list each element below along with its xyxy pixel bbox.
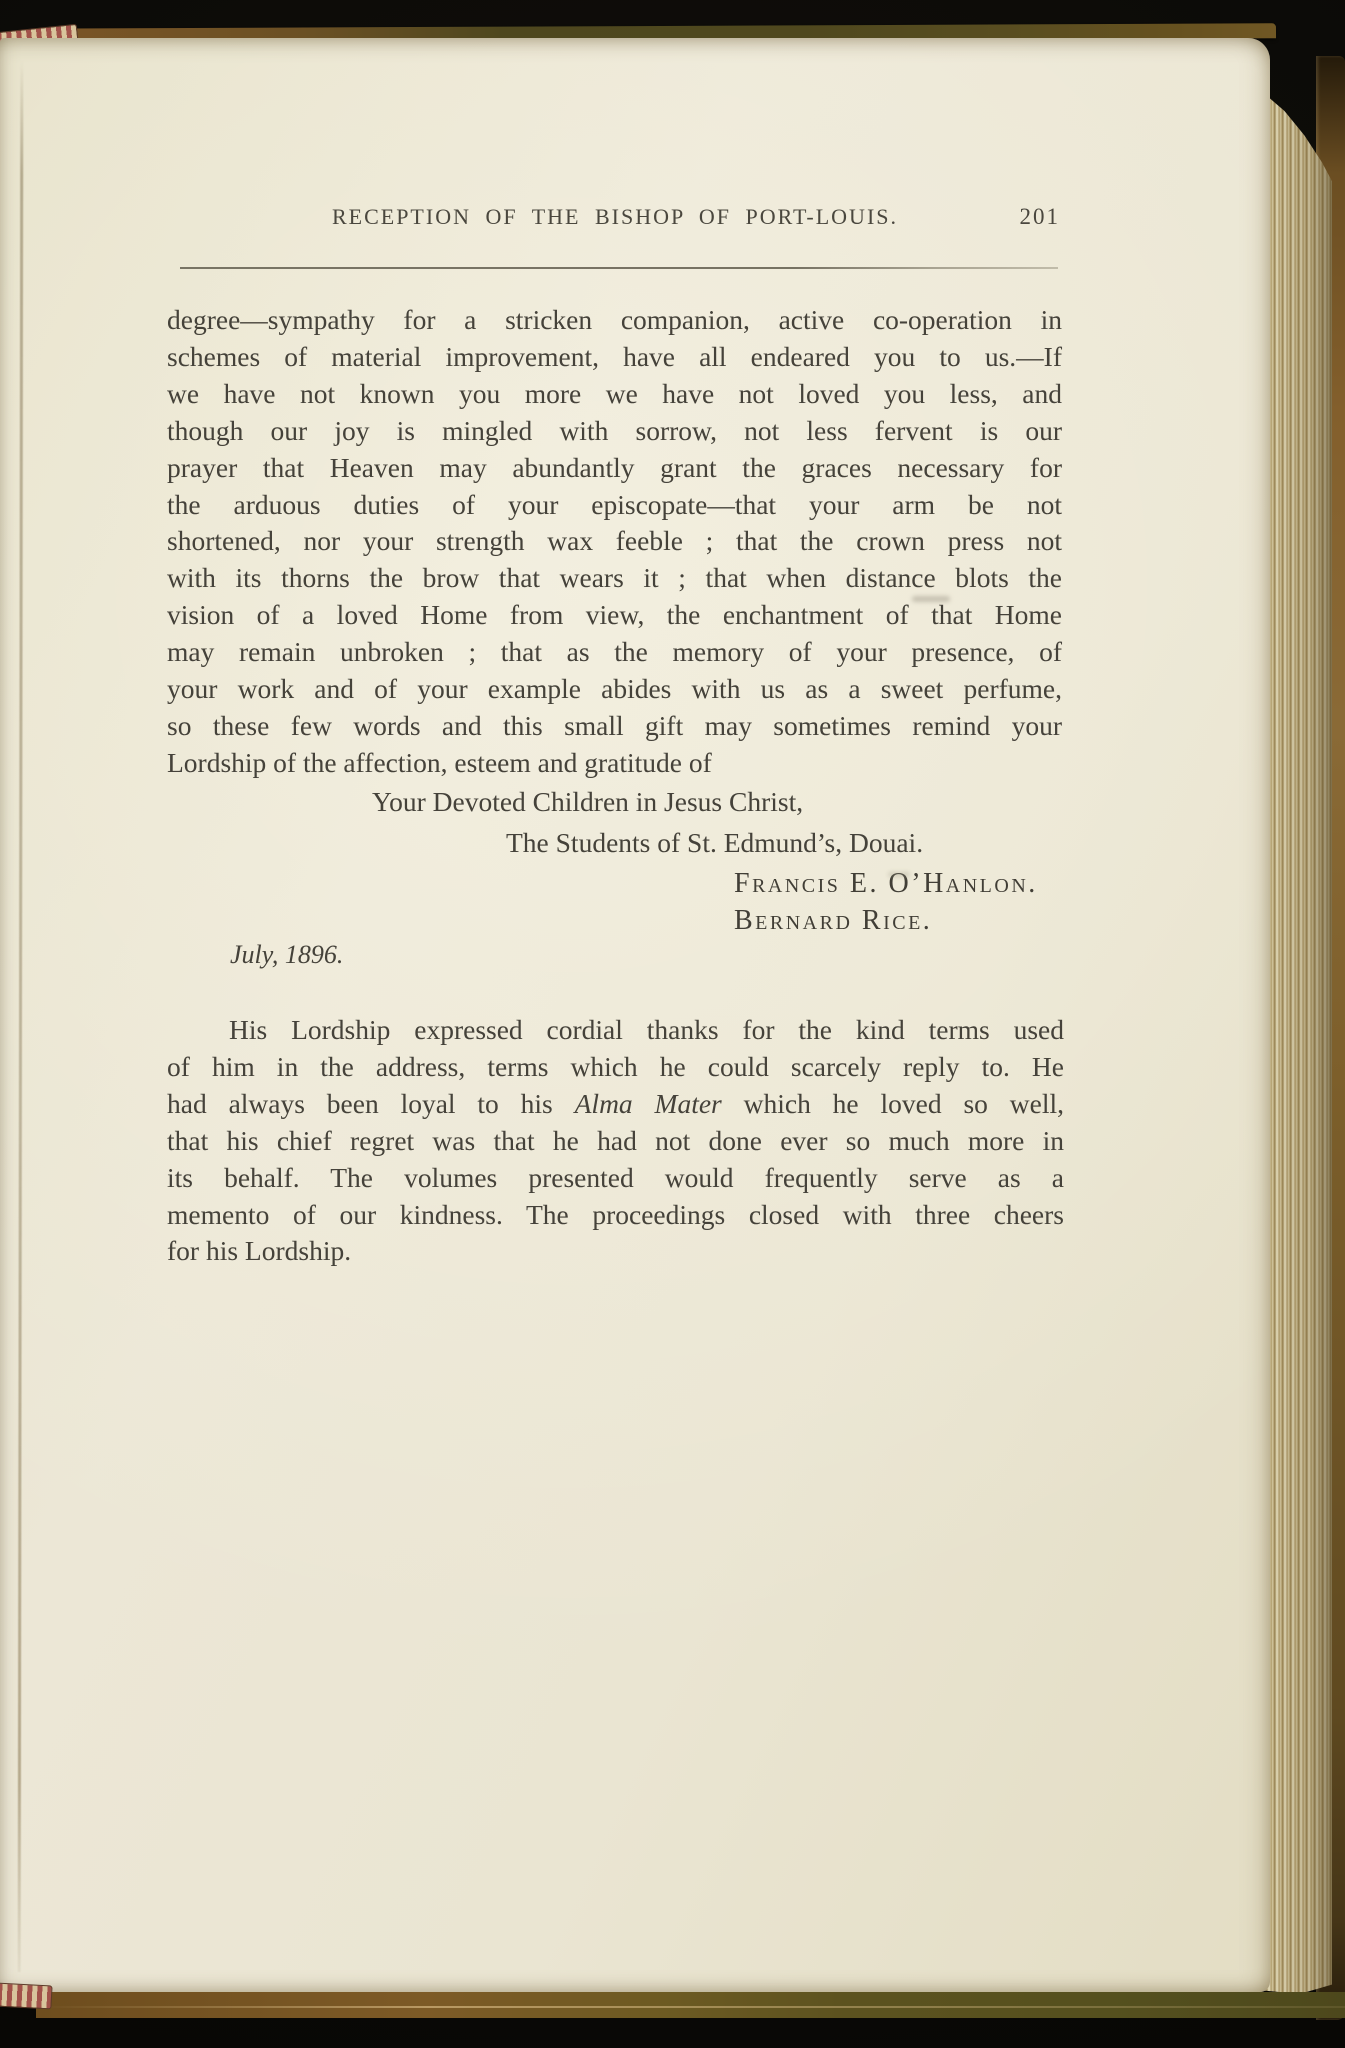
address-line: Lordship of the affection, esteem and gratitude of — [167, 746, 712, 778]
valediction-line: Your Devoted Children in Jesus Christ, — [372, 786, 804, 817]
address-line: though our joy is mingled with sorrow, not less fervent is our — [167, 414, 1062, 446]
address-line: may remain unbroken ; that as the memory of your presence, of — [167, 636, 1062, 668]
address-line: with its thorns the brow that wears it ; that when distance blots the — [167, 562, 1062, 594]
closing-line: that his chief regret was that he had not done ever so much more in — [167, 1124, 1064, 1156]
closing-line: its behalf. The volumes presented would frequently serve as a — [167, 1161, 1064, 1193]
fore-edge-pages — [1260, 90, 1332, 1994]
page-header-title: RECEPTION OF THE BISHOP OF PORT-LOUIS. — [331, 204, 899, 229]
book-cover-bottom-edge — [36, 1992, 1345, 2018]
alma-mater-italic: Alma Mater — [574, 1087, 722, 1119]
address-line: prayer that Heaven may abundantly grant the graces necessary for — [167, 451, 1062, 483]
closing-line: His Lordship expressed cordial thanks for the kind terms used — [229, 1014, 1064, 1045]
date-line: July, 1896. — [230, 940, 344, 969]
scan-smudge — [912, 596, 950, 602]
signature-bernard-rice: Bernard Rice. — [734, 905, 933, 936]
address-line: degree—sympathy for a stricken companion, active co-operation in — [167, 304, 1062, 335]
closing-line: memento of our kindness. The proceedings closed with three cheers — [167, 1198, 1064, 1230]
closing-line: for his Lordship. — [167, 1235, 352, 1267]
gutter-crease — [18, 60, 24, 1972]
address-line: shortened, nor your strength wax feeble ; that the crown press not — [167, 525, 1062, 557]
endband-bottom — [0, 1983, 53, 2010]
closing-line: of him in the address, terms which he could scarcely reply to. He — [167, 1050, 1064, 1082]
closing-line-text: had always been loyal to his — [167, 1087, 575, 1119]
signature-francis-ohanlon: Francis E. O’Hanlon. — [734, 868, 1038, 899]
address-line: the arduous duties of your episcopate—that your arm be not — [167, 488, 1062, 520]
running-head — [168, 204, 1062, 236]
address-line: we have not known you more we have not loved you less, and — [167, 377, 1062, 409]
signatories-line: The Students of St. Edmund’s, Douai. — [506, 827, 924, 858]
book-page — [0, 38, 1270, 1992]
closing-line — [167, 1086, 1064, 1123]
address-paragraph — [167, 302, 1062, 782]
closing-line-text: which he loved so well, — [721, 1087, 1064, 1119]
address-line: your work and of your example abides with us as a sweet perfume, — [167, 673, 1062, 705]
address-line: so these few words and this small gift may sometimes remind your — [167, 709, 1062, 741]
closing-paragraph — [167, 1012, 1064, 1270]
header-rule — [180, 267, 1058, 269]
scan-smudge — [888, 872, 910, 877]
address-line: vision of a loved Home from view, the enchantment of that Home — [167, 599, 1062, 631]
page-number: 201 — [1019, 204, 1060, 229]
address-line: schemes of material improvement, have all endeared you to us.—If — [167, 340, 1062, 372]
